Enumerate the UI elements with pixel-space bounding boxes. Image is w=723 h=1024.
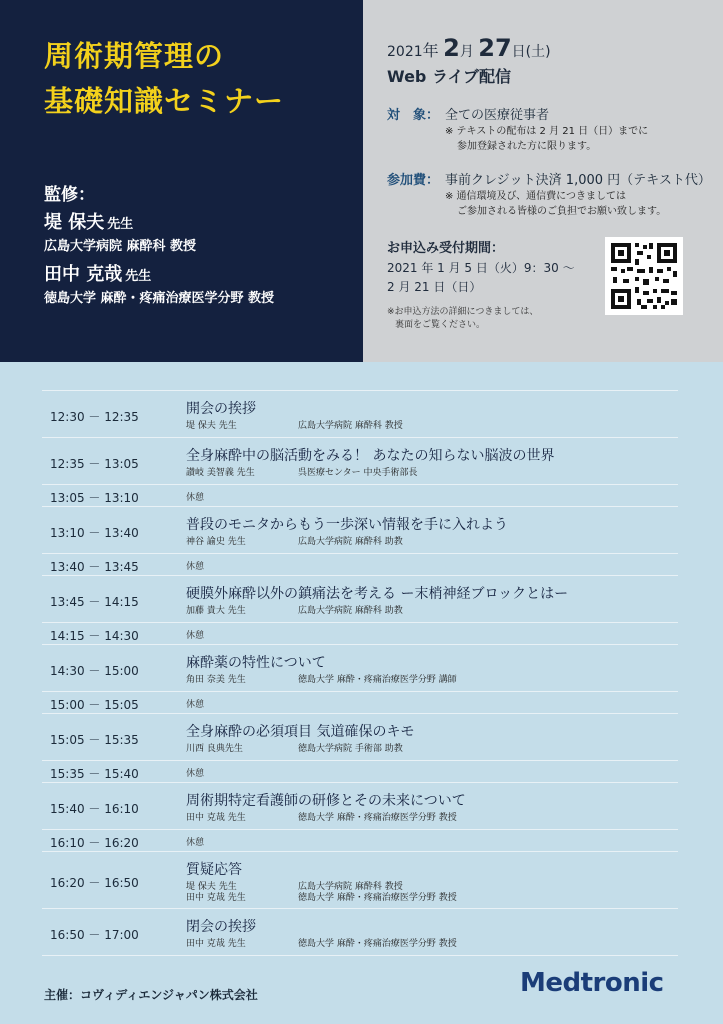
apply-period-heading: お申込み受付期間：: [387, 241, 505, 256]
speaker: [186, 418, 403, 431]
speaker: [186, 465, 418, 478]
session-title: 質疑応答: [186, 862, 242, 878]
session-time: 15:05 － 15:35: [50, 733, 139, 747]
fee-note: [445, 189, 666, 219]
session-title: 普段のモニタからもう一歩深い情報を手に入れよう: [186, 517, 508, 533]
session-row: [42, 908, 678, 956]
speaker-affiliation: 広島大学病院 麻酔科 教授: [298, 882, 403, 892]
session-title: 全身麻酔の必須項目 気道確保のキモ: [186, 724, 415, 740]
break-label: 休憩: [186, 562, 205, 572]
supervisor-name-text: 田中 克哉: [44, 264, 123, 285]
session-time: 15:00 － 15:05: [50, 698, 139, 712]
speaker-affiliation: 広島大学病院 麻酔科 助教: [298, 537, 403, 547]
session-time: 16:20 － 16:50: [50, 876, 139, 890]
apply-date-line: 2 月 21 日（日）: [387, 280, 482, 294]
speaker: [186, 672, 457, 685]
fee-note-line: ※ 通信環境及び、通信費につきましては: [445, 191, 626, 202]
apply-note: [387, 306, 538, 332]
speaker-affiliation: 広島大学病院 麻酔科 助教: [298, 606, 403, 616]
month: 2: [443, 34, 460, 62]
speaker: [186, 890, 457, 903]
break-label: 休憩: [186, 838, 205, 848]
seminar-title: [44, 34, 284, 124]
speaker-name: 神谷 諭史 先生: [186, 537, 246, 547]
event-info-panel: [363, 0, 723, 362]
speaker-name: 川西 良典先生: [186, 744, 243, 754]
session-time: 16:10 － 16:20: [50, 836, 139, 850]
supervisors-block: [44, 180, 274, 309]
break-label: 休憩: [186, 700, 205, 710]
sponsor-text: 主催：コヴィディエンジャパン株式会社: [44, 988, 258, 1002]
speaker-affiliation: 徳島大学病院 手術部 助教: [298, 744, 403, 754]
session-time: 13:40 － 13:45: [50, 560, 139, 574]
supervisor-affiliation: 徳島大学 麻酔・疼痛治療医学分野 教授: [44, 291, 275, 306]
session-time: 12:35 － 13:05: [50, 457, 139, 471]
session-time: 15:40 － 16:10: [50, 802, 139, 816]
session-time: 14:15 － 14:30: [50, 629, 139, 643]
apply-note-line: ※お申込方法の詳細につきましては、: [387, 307, 539, 317]
speaker: [186, 810, 457, 823]
delivery-format: Web ライブ配信: [387, 67, 511, 86]
speaker-affiliation: 広島大学病院 麻酔科 教授: [298, 421, 403, 431]
event-date: [387, 34, 551, 62]
session-title: 麻酔薬の特性について: [186, 655, 326, 671]
speaker-name: 讃岐 美智義 先生: [186, 468, 255, 478]
break-row: [42, 829, 678, 851]
session-row: [42, 575, 678, 622]
qr-code[interactable]: [605, 237, 683, 315]
header-panel: [0, 0, 363, 362]
session-title: 開会の挨拶: [186, 401, 256, 417]
honorific: 先生: [107, 217, 134, 232]
session-row: [42, 506, 678, 553]
session-row: [42, 782, 678, 829]
target-label: 対 象：: [387, 108, 440, 123]
day-unit: 日: [511, 44, 526, 60]
supervisor-name: [44, 263, 274, 289]
apply-date-line: 2021 年 1 月 5 日（火）9：30 〜: [387, 261, 575, 275]
break-label: 休憩: [186, 493, 205, 503]
apply-note-line: 裏面をご覧ください。: [395, 320, 486, 330]
supervisor-name-text: 堤 保夫: [44, 212, 105, 233]
title-line-2: 基礎知識セミナー: [44, 84, 285, 118]
target-value: 全ての医療従事者: [445, 108, 550, 123]
weekday: (土): [525, 44, 551, 60]
session-time: 12:30 － 12:35: [50, 410, 139, 424]
supervisor-affiliation: 広島大学病院 麻酔科 教授: [44, 239, 197, 254]
break-label: 休憩: [186, 631, 205, 641]
speaker-affiliation: 徳島大学 麻酔・疼痛治療医学分野 教授: [298, 893, 457, 903]
session-row: [42, 644, 678, 691]
speaker-affiliation: 徳島大学 麻酔・疼痛治療医学分野 講師: [298, 675, 457, 685]
break-row: [42, 484, 678, 506]
break-row: [42, 622, 678, 644]
speaker-affiliation: 徳島大学 麻酔・疼痛治療医学分野 教授: [298, 813, 457, 823]
day: 27: [478, 34, 512, 62]
session-time: 14:30 － 15:00: [50, 664, 139, 678]
speaker-name: 堤 保夫 先生: [186, 421, 237, 431]
year: 2021: [387, 44, 423, 60]
session-row: [42, 437, 678, 484]
speaker: [186, 603, 403, 616]
speaker-name: 田中 克哉 先生: [186, 893, 246, 903]
session-title: 閉会の挨拶: [186, 919, 256, 935]
program-schedule: [42, 390, 678, 956]
session-title: 硬膜外麻酔以外の鎮痛法を考える ー末梢神経ブロックとはー: [186, 586, 569, 602]
speaker: [186, 534, 403, 547]
target-note-line: ※ テキストの配布は 2 月 21 日（日）までに: [445, 126, 649, 137]
session-time: 13:10 － 13:40: [50, 526, 139, 540]
session-time: 13:05 － 13:10: [50, 491, 139, 505]
target-note: [445, 124, 648, 154]
supervision-label: 監修：: [44, 185, 95, 205]
speaker-name: 田中 克哉 先生: [186, 939, 246, 949]
apply-period-dates: [387, 259, 575, 297]
fee-note-line: ご参加される皆様のご負担でお願い致します。: [457, 206, 667, 217]
session-row: [42, 390, 678, 437]
honorific: 先生: [125, 269, 152, 284]
title-line-1: 周術期管理の: [44, 39, 225, 73]
break-row: [42, 553, 678, 575]
speaker: [186, 741, 403, 754]
speaker: [186, 936, 457, 949]
session-title: 周術期特定看護師の研修とその未来について: [186, 793, 466, 809]
speaker-affiliation: 呉医療センター 中央手術部長: [298, 468, 418, 478]
break-row: [42, 691, 678, 713]
break-row: [42, 760, 678, 782]
speaker-name: 堤 保夫 先生: [186, 882, 237, 892]
session-time: 13:45 － 14:15: [50, 595, 139, 609]
medtronic-logo: Medtronic: [520, 968, 664, 998]
speaker-name: 加藤 貴大 先生: [186, 606, 246, 616]
session-title: 全身麻酔中の脳活動をみる！ あなたの知らない脳波の世界: [186, 448, 555, 464]
year-unit: 年: [422, 41, 439, 60]
fee-value: 事前クレジット決済 1,000 円（テキスト代）: [445, 173, 711, 188]
session-time: 15:35 － 15:40: [50, 767, 139, 781]
break-label: 休憩: [186, 769, 205, 779]
speaker-name: 田中 克哉 先生: [186, 813, 246, 823]
supervisor-name: [44, 211, 274, 237]
session-row: [42, 851, 678, 908]
target-note-line: 参加登録された方に限ります。: [457, 141, 597, 152]
speaker-affiliation: 徳島大学 麻酔・疼痛治療医学分野 教授: [298, 939, 457, 949]
qr-code-image: [605, 237, 683, 315]
speaker-name: 角田 奈美 先生: [186, 675, 246, 685]
session-time: 16:50 － 17:00: [50, 928, 139, 942]
session-row: [42, 713, 678, 760]
month-unit: 月: [459, 44, 474, 60]
fee-label: 参加費：: [387, 173, 440, 188]
